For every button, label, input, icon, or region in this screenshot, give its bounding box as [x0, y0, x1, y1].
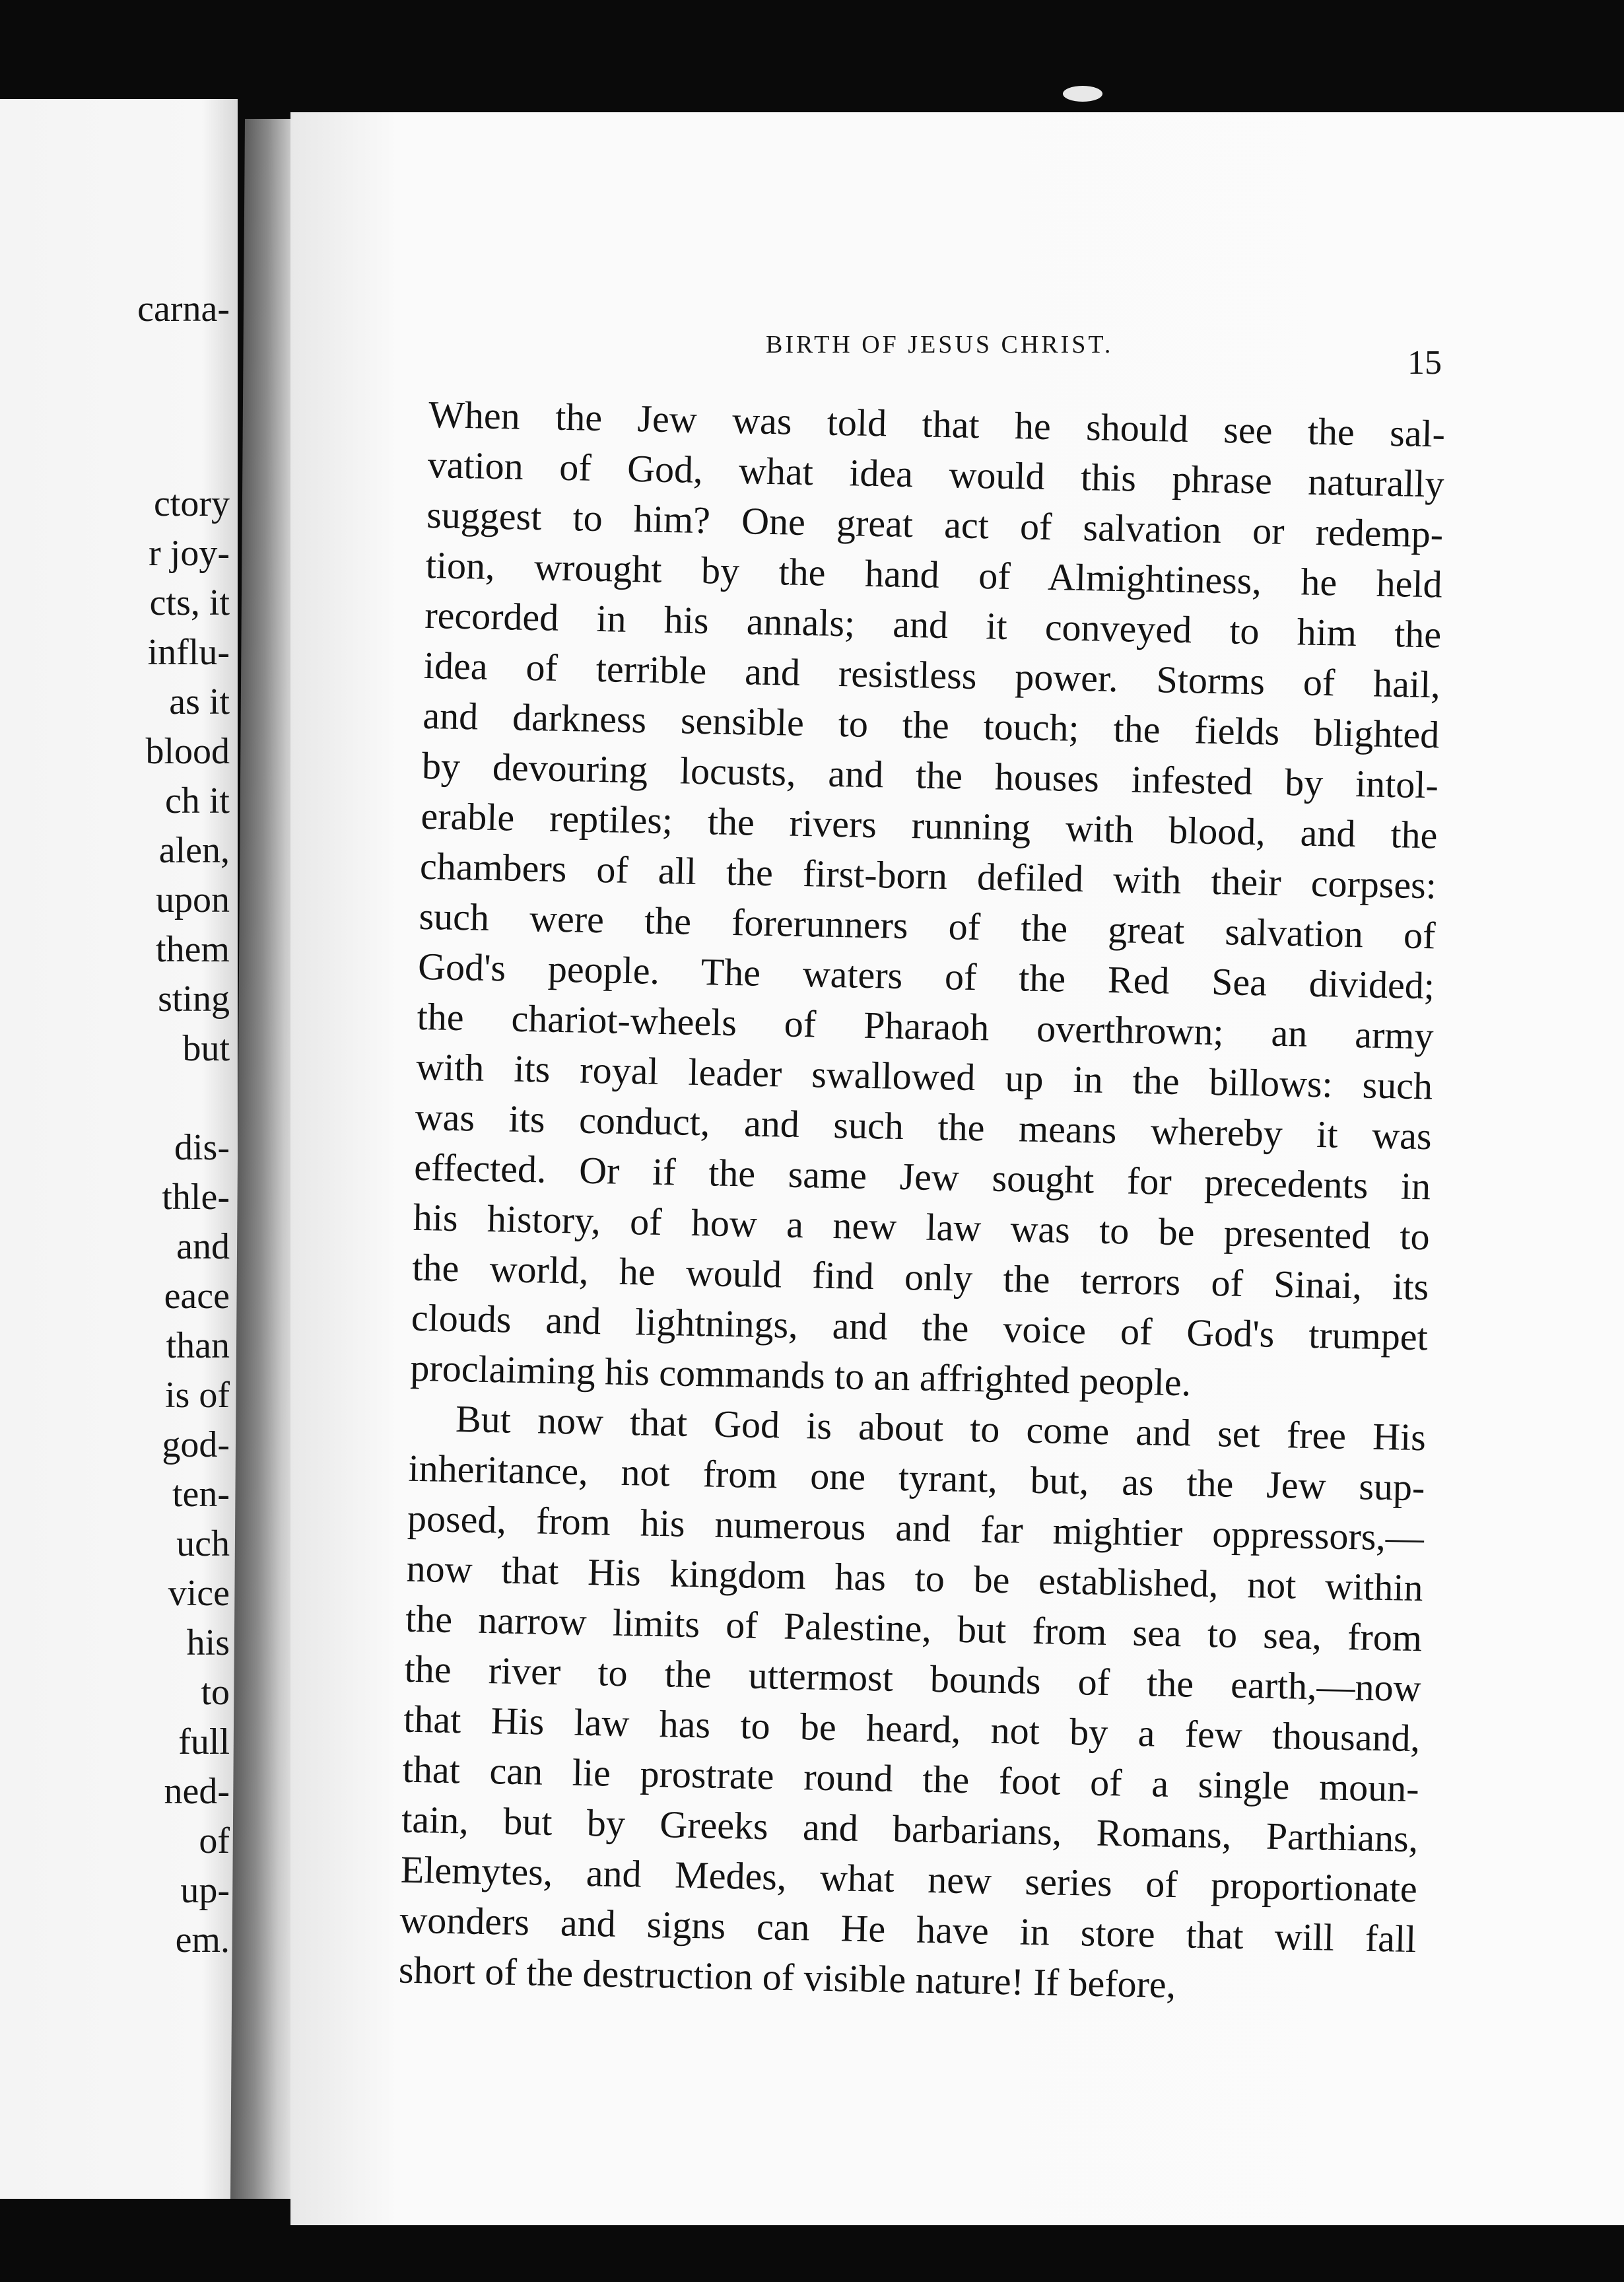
text-line: that His law has to be heard, not by a few thousand,	[403, 1697, 1421, 1760]
text-line: the narrow limits of Palestine, but from sea to sea, from	[405, 1597, 1423, 1660]
text-line: tion, wrought by the hand of Almightiness, he held	[425, 543, 1443, 606]
left-page-fragment: thle-	[162, 1177, 230, 1218]
left-page-fragment: is of	[165, 1375, 230, 1416]
text-line: his history, of how a new law was to be presented to	[413, 1195, 1431, 1259]
left-page-fragment: uch	[176, 1523, 230, 1564]
text-line: by devouring locusts, and the houses infested by intol-	[421, 743, 1439, 807]
left-page-fragment: of	[199, 1820, 230, 1861]
left-page-fragment: sting	[158, 979, 230, 1020]
left-page-fragment: dis-	[174, 1127, 230, 1168]
left-page-fragment: up-	[180, 1870, 230, 1911]
left-page-fragment: em.	[175, 1919, 230, 1960]
text-line: proclaiming his commands to an affrighted people.	[409, 1346, 1192, 1404]
left-page-fragment: his	[186, 1622, 230, 1663]
text-line: chambers of all the first-born defiled with their corpses:	[419, 844, 1437, 907]
left-page-fragment: influ-	[147, 632, 230, 673]
left-page-fragment: as it	[169, 681, 230, 722]
left-page-fragment: carna-	[137, 289, 230, 329]
text-line: such were the forerunners of the great salvation of	[419, 894, 1437, 957]
text-line: recorded in his annals; and it conveyed to him the	[424, 593, 1442, 656]
text-line: and darkness sensible to the touch; the fields blighted	[422, 693, 1440, 757]
text-line: idea of terrible and resistless power. Storms of hail,	[423, 643, 1441, 707]
left-page-fragment: alen,	[158, 830, 230, 871]
page-number: 15	[1407, 344, 1442, 382]
left-page-fragment: to	[201, 1672, 230, 1713]
text-line: erable reptiles; the rivers running with blood, and the	[420, 794, 1438, 857]
left-page-edge	[0, 99, 238, 2199]
left-page-fragment: r joy-	[149, 533, 230, 574]
text-line: short of the destruction of visible nature! If before,	[398, 1948, 1176, 2007]
left-page-fragment: vice	[168, 1573, 230, 1614]
left-page-fragment: god-	[162, 1424, 230, 1465]
left-page-fragment: but	[182, 1028, 230, 1069]
text-line: tain, but by Greeks and barbarians, Romans, Parthians,	[401, 1797, 1419, 1861]
left-page-fragment: ten-	[172, 1474, 230, 1515]
text-line: But now that God is about to come and set free His	[455, 1397, 1427, 1459]
text-line: inheritance, not from one tyrant, but, as the Jew sup-	[408, 1446, 1425, 1509]
left-page-fragment: than	[166, 1325, 230, 1366]
text-line: effected. Or if the same Jew sought for precedents in	[413, 1145, 1431, 1208]
body-text	[398, 390, 1445, 2015]
text-line: Elemytes, and Medes, what new series of proportionate	[400, 1848, 1418, 1911]
text-line: that can lie prostrate round the foot of a single moun-	[402, 1747, 1420, 1811]
left-page-fragment: ned-	[164, 1771, 230, 1812]
left-page-fragment: and	[176, 1226, 230, 1267]
scan-speck	[1063, 86, 1102, 102]
text-line: clouds and lightnings, and the voice of God's trumpet	[411, 1296, 1429, 1359]
left-page-fragment: ch it	[165, 780, 230, 821]
text-line: suggest to him? One great act of salvation or redemp-	[426, 493, 1444, 556]
text-line: wonders and signs can He have in store that will fall	[399, 1898, 1417, 1961]
text-line: the world, he would find only the terrors of Sinai, its	[411, 1245, 1429, 1309]
text-line: was its conduct, and such the means whereby it was	[415, 1095, 1433, 1158]
text-line: God's people. The waters of the Red Sea divided;	[417, 944, 1435, 1008]
text-line: When the Jew was told that he should see the sal-	[428, 392, 1446, 456]
text-line: the chariot-wheels of Pharaoh overthrown; an army	[417, 994, 1435, 1058]
left-page-fragment: full	[178, 1721, 230, 1762]
text-line: vation of God, what idea would this phrase naturally	[427, 442, 1445, 506]
left-page-fragment: blood	[145, 731, 230, 772]
left-page-fragment: cts, it	[149, 582, 230, 623]
left-page-fragment: eace	[164, 1276, 230, 1317]
running-head: BIRTH OF JESUS CHRIST.	[766, 331, 1114, 359]
text-line: the river to the uttermost bounds of the earth,—now	[404, 1647, 1422, 1710]
left-page-fragment: upon	[156, 880, 230, 920]
text-line: posed, from his numerous and far mightier oppressors,—	[407, 1496, 1425, 1560]
left-page-fragment: them	[156, 929, 230, 970]
text-line: now that His kingdom has to be established, not within	[406, 1546, 1424, 1610]
left-page-fragment: ctory	[153, 483, 230, 524]
text-line: with its royal leader swallowed up in the billows: such	[415, 1045, 1433, 1108]
